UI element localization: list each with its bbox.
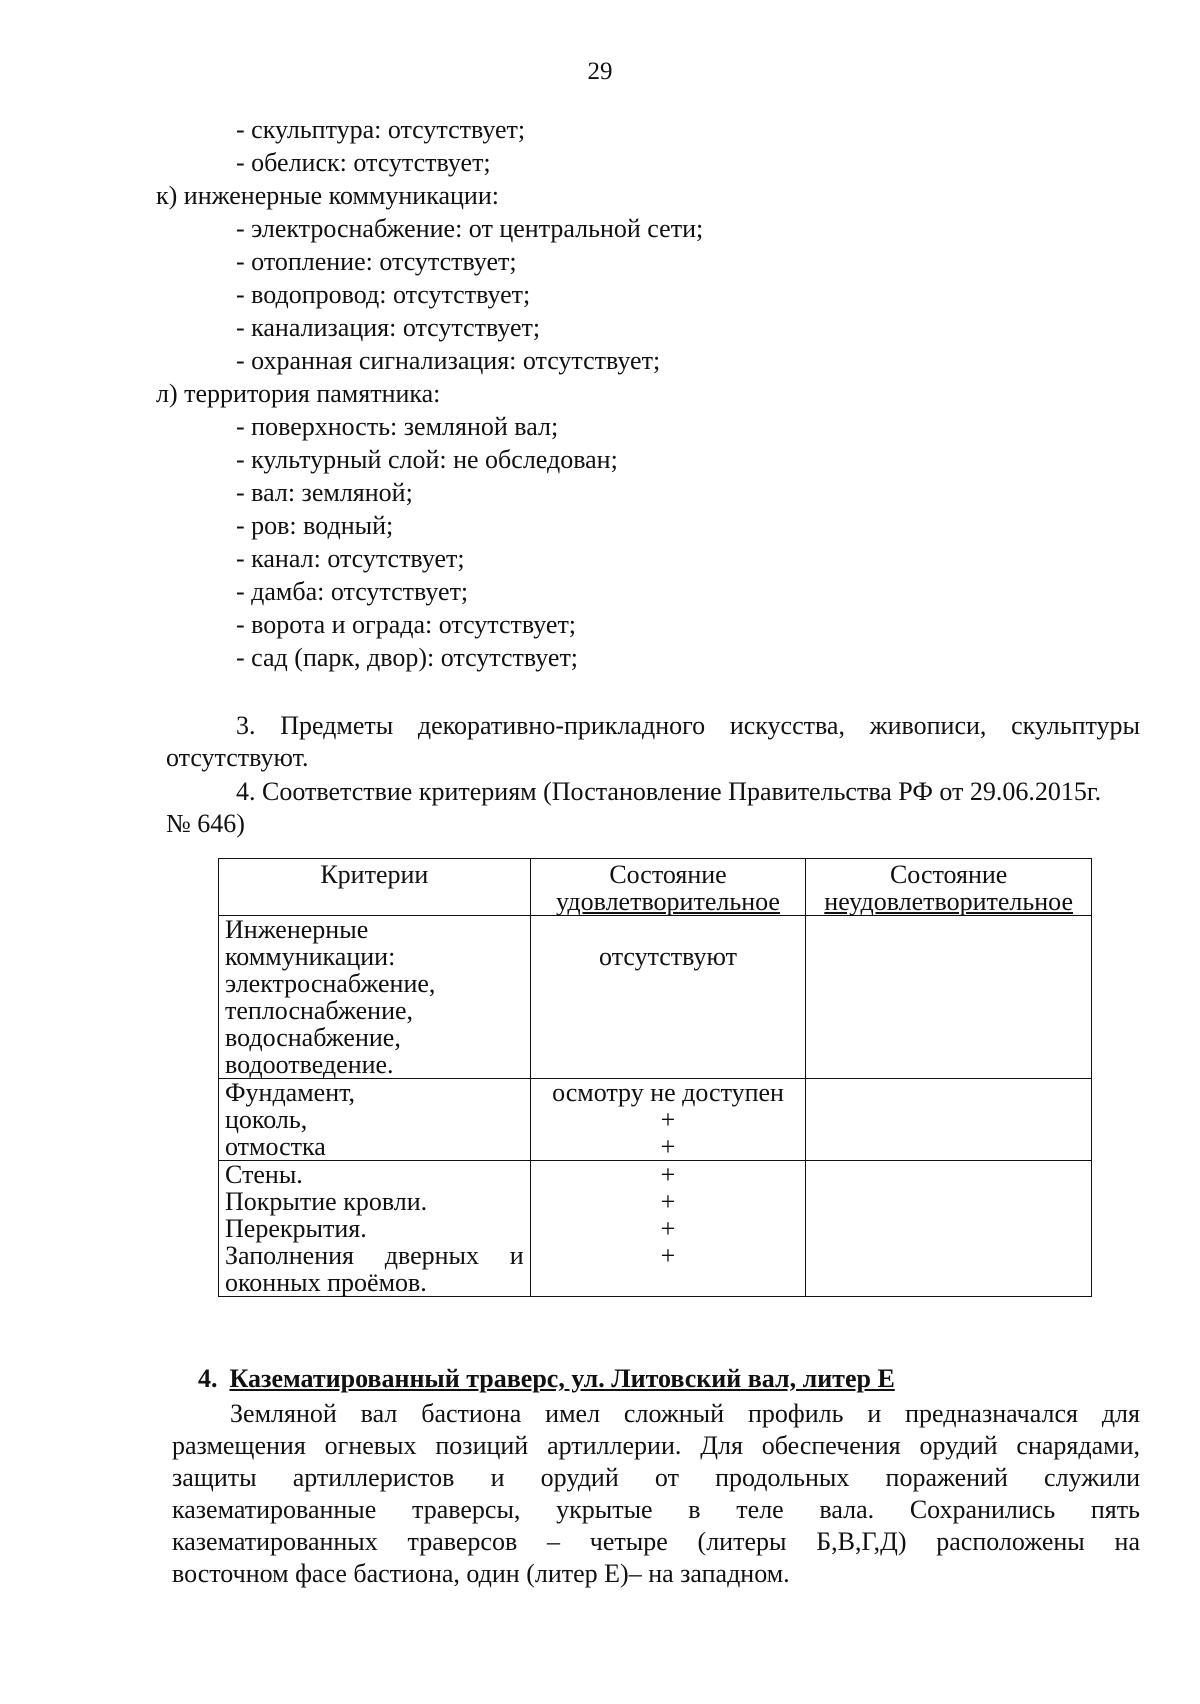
list-line: л) территория памятника: — [156, 379, 441, 408]
satisfactory-cell — [530, 916, 806, 1079]
section-number: 4. — [198, 1364, 218, 1393]
criteria-line: отмостка — [225, 1132, 326, 1161]
satisfactory-value: + — [660, 1160, 676, 1189]
criteria-line: оконных проёмов. — [225, 1268, 427, 1297]
satisfactory-value: + — [660, 1105, 676, 1134]
list-line: - ров: водный; — [236, 511, 394, 540]
list-line: - поверхность: земляной вал; — [236, 412, 559, 441]
satisfactory-value: + — [660, 1132, 676, 1161]
criteria-table — [218, 858, 1092, 1297]
list-line: - охранная сигнализация: отсутствует; — [236, 346, 661, 375]
body-line: защиты артиллеристов и орудий от продольных поражений служили — [172, 1463, 1140, 1492]
criteria-cell — [219, 1079, 531, 1161]
list-line: - вал: земляной; — [236, 478, 413, 507]
satisfactory-value: + — [660, 1187, 676, 1216]
body-line: Земляной вал бастиона имел сложный профиль и предназначался для — [230, 1399, 1140, 1428]
body-line: размещения огневых позиций артиллерии. Для обеспечения орудий снарядами, — [172, 1431, 1140, 1460]
satisfactory-value: + — [660, 1241, 676, 1270]
header-satisfactory: Состояние удовлетворительное — [530, 859, 806, 916]
list-line: - сад (парк, двор): отсутствует; — [236, 643, 579, 672]
list-line: - канал: отсутствует; — [236, 544, 465, 573]
criteria-cell — [219, 916, 531, 1079]
criteria-line: Заполнения дверных и — [225, 1241, 524, 1270]
satisfactory-cell — [530, 1161, 806, 1297]
criteria-line: теплоснабжение, — [225, 996, 414, 1025]
list-line: - водопровод: отсутствует; — [236, 280, 531, 309]
list-line: к) инженерные коммуникации: — [156, 181, 499, 210]
table-row — [219, 916, 1092, 1079]
header-criteria: Критерии — [219, 859, 531, 916]
table-row — [219, 1161, 1092, 1297]
satisfactory-cell — [530, 1079, 806, 1161]
list-line: - культурный слой: не обследован; — [236, 445, 618, 474]
section-title: Казематированный траверс, ул. Литовский вал, литер Е — [229, 1364, 895, 1393]
unsatisfactory-cell — [806, 1161, 1092, 1297]
satisfactory-value — [537, 916, 800, 943]
satisfactory-value: отсутствуют — [599, 942, 737, 971]
criteria-line: Фундамент, — [225, 1078, 356, 1107]
criteria-line: водоотведение. — [225, 1050, 394, 1079]
unsatisfactory-cell — [806, 1079, 1092, 1161]
list-line: - электроснабжение: от центральной сети; — [236, 214, 704, 243]
body-line: казематированные траверсы, укрытые в теле вала. Сохранились пять — [172, 1495, 1140, 1524]
list-line: - отопление: отсутствует; — [236, 247, 517, 276]
item-4-line-1: 4. Соответствие критериям (Постановление Правительства РФ от 29.06.2015г. — [236, 777, 1102, 806]
criteria-line: Стены. — [225, 1160, 303, 1189]
section-body-paragraph — [172, 1398, 1140, 1590]
criteria-line: Инженерные — [225, 915, 369, 944]
header-unsatisfactory: Состояние неудовлетворительное — [806, 859, 1092, 916]
item-4-line-2: № 646) — [166, 809, 245, 838]
body-line: казематированных траверсов – четыре (литеры Б,В,Г,Д) расположены на — [172, 1527, 1140, 1556]
body-line: восточном фасе бастиона, один (литер Е)– на западном. — [172, 1559, 790, 1588]
page-number: 29 — [587, 58, 613, 85]
satisfactory-value: осмотру не доступен — [552, 1078, 784, 1107]
item-3-line-1: 3. Предметы декоративно-прикладного искусства, живописи, скульптуры — [236, 711, 1140, 740]
criteria-line: цоколь, — [225, 1105, 308, 1134]
list-line: - ворота и ограда: отсутствует; — [236, 610, 577, 639]
satisfactory-value: + — [660, 1214, 676, 1243]
list-line: - обелиск: отсутствует; — [236, 148, 491, 177]
table-header-row — [219, 859, 1092, 916]
list-line: - скульптура: отсутствует; — [236, 115, 526, 144]
unsatisfactory-cell — [806, 916, 1092, 1079]
criteria-line: электроснабжение, — [225, 969, 436, 998]
section-heading — [198, 1363, 895, 1395]
criteria-line: Перекрытия. — [225, 1214, 367, 1243]
list-line: - дамба: отсутствует; — [236, 577, 469, 606]
criteria-line: Покрытие кровли. — [225, 1187, 428, 1216]
list-line: - канализация: отсутствует; — [236, 313, 541, 342]
criteria-line: водоснабжение, — [225, 1023, 401, 1052]
item-3-line-2: отсутствуют. — [166, 743, 309, 772]
criteria-cell — [219, 1161, 531, 1297]
table-row — [219, 1079, 1092, 1161]
criteria-line: коммуникации: — [225, 942, 396, 971]
